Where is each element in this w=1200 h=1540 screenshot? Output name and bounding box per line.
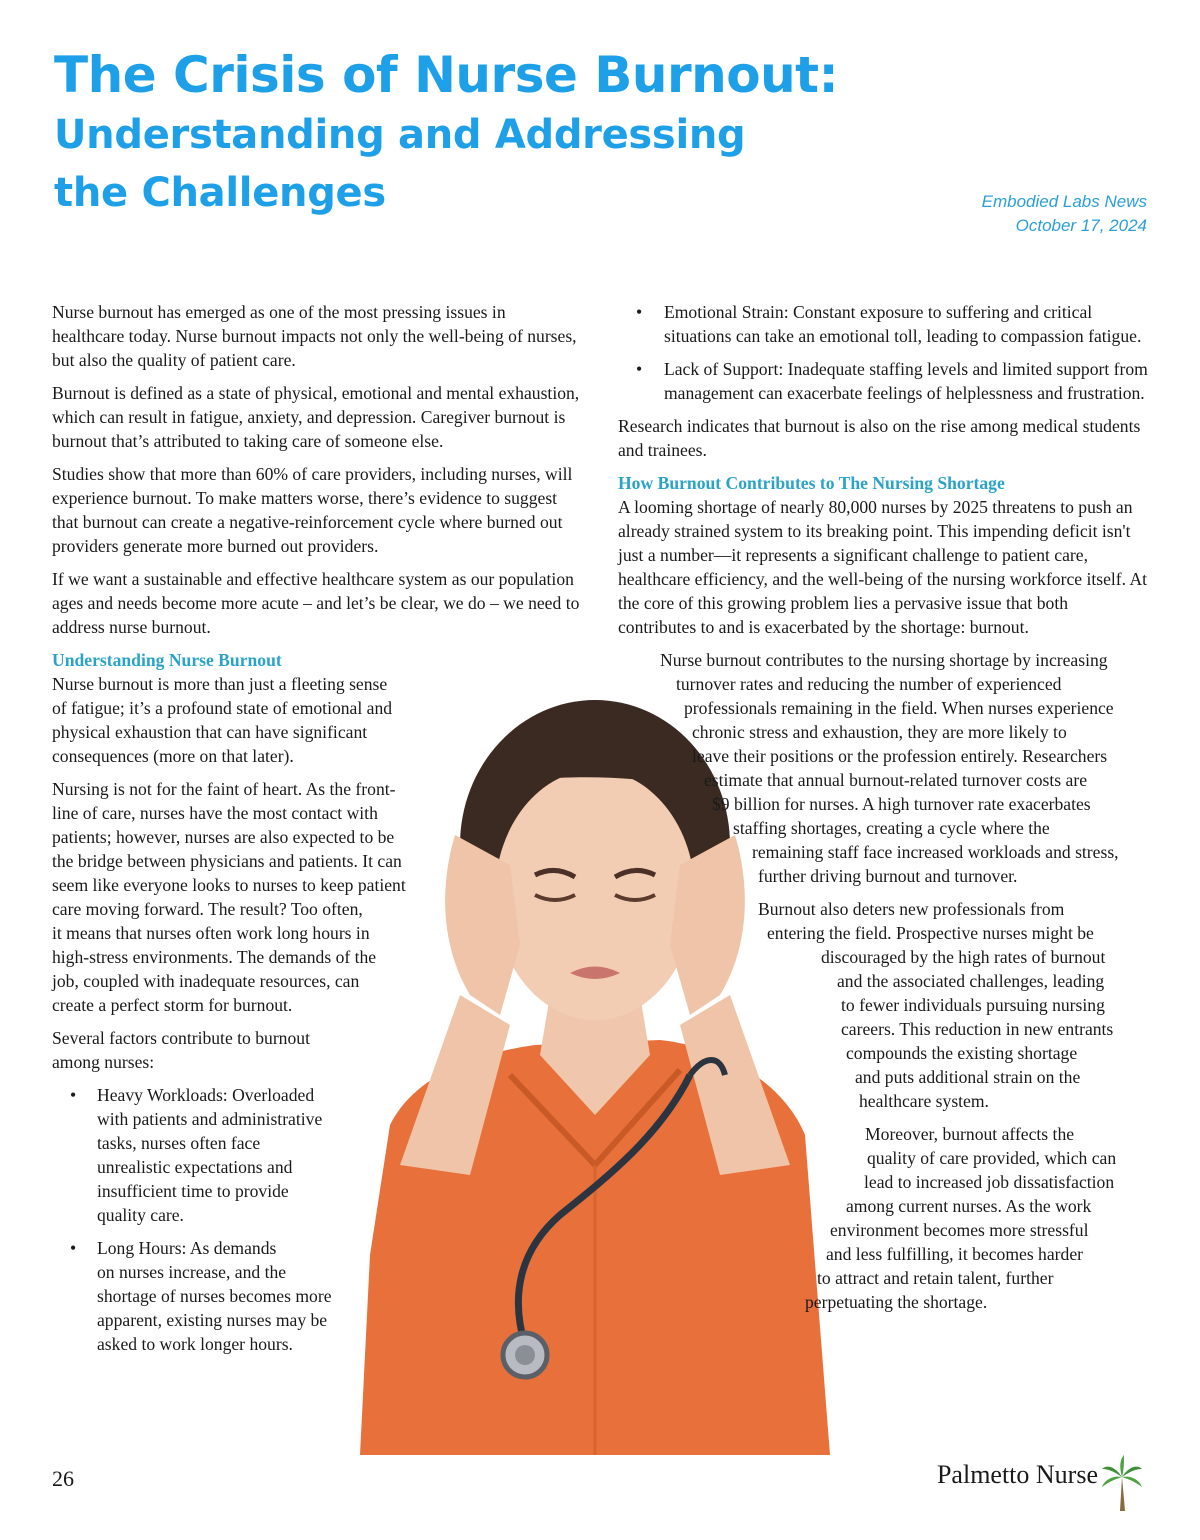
paragraph-factors: Several factors contribute to burnout among nurses: — [52, 1028, 310, 1072]
title-line-1: The Crisis of Nurse Burnout: — [54, 46, 839, 104]
paragraph-definition: Burnout is defined as a state of physical, emotional and mental exhaustion, which can result in fatigue, anxiety, and depression. Caregiver burnout is burnout that’s attributed to taking care of someone else. — [52, 383, 580, 451]
paragraph-turnover: Nurse burnout contributes to the nursing shortage by increasing turnover rates and reducing the number of experienced professionals remaining in the field. When nurses experience chronic stress and exhaustion, they are more likely to leave their positions or the profession entirely. Researchers estimate that annual burnout-related turnover costs are $9 billion for nurses. A high turnover rate exacerbates staffing shortages, creating a cycle where the remaining staff face increased workloads and stress, further driving burnout and turnover. — [660, 650, 1119, 886]
list-item-long-hours: • Long Hours: As demands on nurses increase, and the shortage of nurses becomes more apparent, existing nurses may be asked to work longer hours. — [52, 1236, 580, 1356]
title-line-2: Understanding and Addressing — [54, 112, 746, 158]
paragraph-research: Research indicates that burnout is also on the rise among medical students and trainees. — [618, 416, 1141, 460]
paragraph-deters: Burnout also deters new professionals from entering the field. Prospective nurses might be discouraged by the high rates of burnout and the associated challenges, leading to fewer individuals pursuing nursing careers. This reduction in new entrants compounds the existing shortage and puts additional strain on the healthcare system. — [758, 899, 1114, 1111]
paragraph-intro: Nurse burnout has emerged as one of the most pressing issues in healthcare today. Nurse burnout impacts not only the well-being of nurses, but also the quality of patient care. — [52, 302, 577, 370]
left-column — [52, 300, 580, 1365]
subhead-understanding: Understanding Nurse Burnout — [52, 650, 282, 670]
list-item-emotional-strain: • Emotional Strain: Constant exposure to suffering and critical situations can take an emotional toll, leading to compassion fatigue. — [618, 300, 1150, 348]
byline-source: Embodied Labs News — [981, 192, 1147, 211]
byline-date: October 17, 2024 — [1015, 216, 1147, 235]
paragraph-understanding: Nurse burnout is more than just a fleeting sense of fatigue; it’s a profound state of emotional and physical exhaustion that can have significant consequences (more on that later). — [52, 674, 393, 766]
paragraph-sustainable: If we want a sustainable and effective healthcare system as our population ages and needs become more acute – and let’s be clear, we do – we need to address nurse burnout. — [52, 569, 580, 637]
factor-list-left — [52, 1083, 580, 1356]
title-line-3: the Challenges — [54, 170, 386, 216]
publication-name: Palmetto Nurse — [936, 1460, 1098, 1489]
article-title — [54, 44, 974, 222]
list-item-lack-of-support: • Lack of Support: Inadequate staffing levels and limited support from management can exacerbate feelings of helplessness and frustration. — [618, 357, 1150, 405]
paragraph-moreover: Moreover, burnout affects the quality of care provided, which can lead to increased job dissatisfaction among current nurses. As the work environment becomes more stressful and less fulfilling, it becomes harder to attract and retain talent, further perpetuating the shortage. — [805, 1124, 1117, 1312]
byline — [982, 190, 1147, 238]
paragraph-faint-of-heart: Nursing is not for the faint of heart. As the front- line of care, nurses have the most contact with patients; however, nurses are also expected to be the bridge between physicians and patients. It can seem like everyone looks to nurses to keep patient care moving forward. The result? Too often, it means that nurses often work long hours in high-stress environments. The demands of the job, coupled with inadequate resources, can create a perfect storm for burnout. — [52, 779, 406, 1015]
right-column — [618, 300, 1150, 1323]
palmetto-tree-icon — [1100, 1455, 1144, 1513]
factor-list-right — [618, 300, 1150, 405]
subhead-shortage: How Burnout Contributes to The Nursing Shortage — [618, 473, 1005, 493]
page-number: 26 — [52, 1466, 74, 1491]
list-item-heavy-workloads: • Heavy Workloads: Overloaded with patients and administrative tasks, nurses often face unrealistic expectations and insufficient time to provide quality care. — [52, 1083, 580, 1227]
paragraph-studies: Studies show that more than 60% of care providers, including nurses, will experience burnout. To make matters worse, there’s evidence to suggest that burnout can create a negative-reinforcement cycle where burned out providers generate more burned out providers. — [52, 464, 573, 556]
paragraph-looming-shortage: A looming shortage of nearly 80,000 nurses by 2025 threatens to push an already strained system to its breaking point. This impending deficit isn't just a number—it represents a significant challenge to patient care, healthcare efficiency, and the well-being of the nursing workforce itself. At the core of this growing problem lies a pervasive issue that both contributes to and is exacerbated by the shortage: burnout. — [618, 497, 1148, 637]
